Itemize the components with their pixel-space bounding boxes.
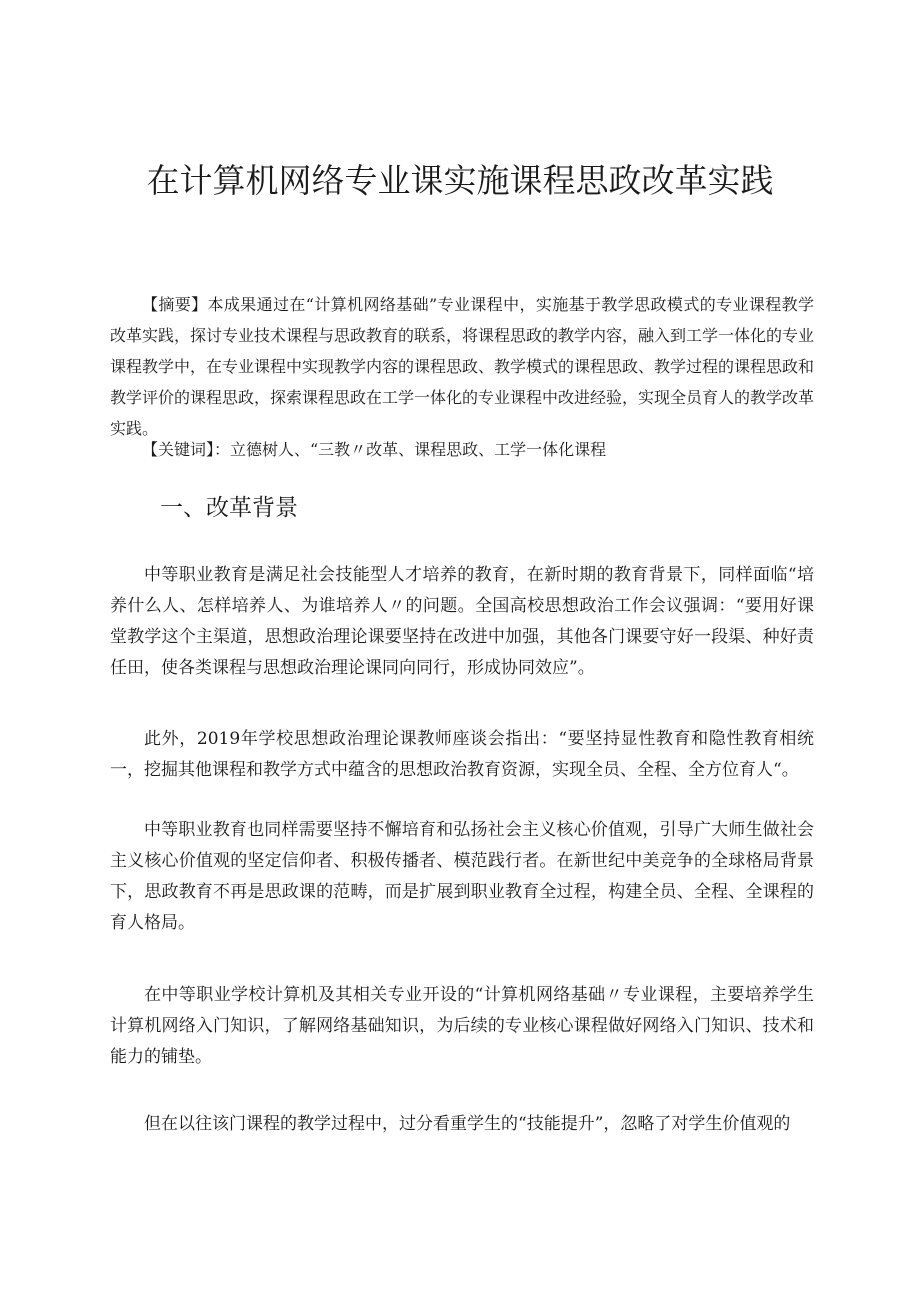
body-paragraph: 但在以往该门课程的教学过程中，过分看重学生的“技能提升”，忽略了对学生价值观的 [144, 1114, 791, 1134]
body-paragraph: 中等职业教育也同样需要坚持不懈培育和弘扬社会主义核心价值观，引导广大师生做社会主义核心价值观的坚定信仰者、积极传播者、模范践行者。在新世纪中美竞争的全球格局背景下，思政教育不再是思政课的范畴，而是扩展到职业教育全过程，构建全员、全程、全课程的育人格局。 [110, 820, 814, 933]
section-heading: 一、改革背景 [160, 495, 298, 521]
abstract-paragraph: 【摘要】本成果通过在“计算机网络基础”专业课程中，实施基于教学思政模式的专业课程教学改革实践，探讨专业技术课程与思政教育的联系，将课程思政的教学内容，融入到工学一体化的专业课程教学中，在专业课程中实现教学内容的课程思政、教学模式的课程思政、教学过程的课程思政和教学评价的课程思政，探索课程思政在工学一体化的专业课程中改进经验，实现全员育人的教学改革实践。 [110, 295, 815, 438]
keywords-paragraph: 【关键词】：立德树人、“三教〃改革、课程思政、工学一体化课程 [142, 440, 607, 459]
document-title: 在计算机网络专业课实施课程思政改革实践 [146, 161, 774, 200]
body-paragraph: 在中等职业学校计算机及其相关专业开设的“计算机网络基础〃专业课程，主要培养学生计算机网络入门知识，了解网络基础知识，为后续的专业核心课程做好网络入门知识、技术和能力的铺垫。 [110, 985, 814, 1067]
body-paragraph: 中等职业教育是满足社会技能型人才培养的教育，在新时期的教育背景下，同样面临“培养什么人、怎样培养人、为谁培养人〃的问题。全国高校思想政治工作会议强调：“要用好课堂教学这个主渠道，思想政治理论课要坚持在改进中加强，其他各门课要守好一段渠、种好责任田，使各类课程与思想政治理论课同向同行，形成协同效应”。 [110, 565, 814, 678]
body-paragraph: 此外，2019年学校思想政治理论课教师座谈会指出：“要坚持显性教育和隐性教育相统一，挖掘其他课程和教学方式中蕴含的思想政治教育资源，实现全员、全程、全方位育人“。 [110, 729, 814, 780]
